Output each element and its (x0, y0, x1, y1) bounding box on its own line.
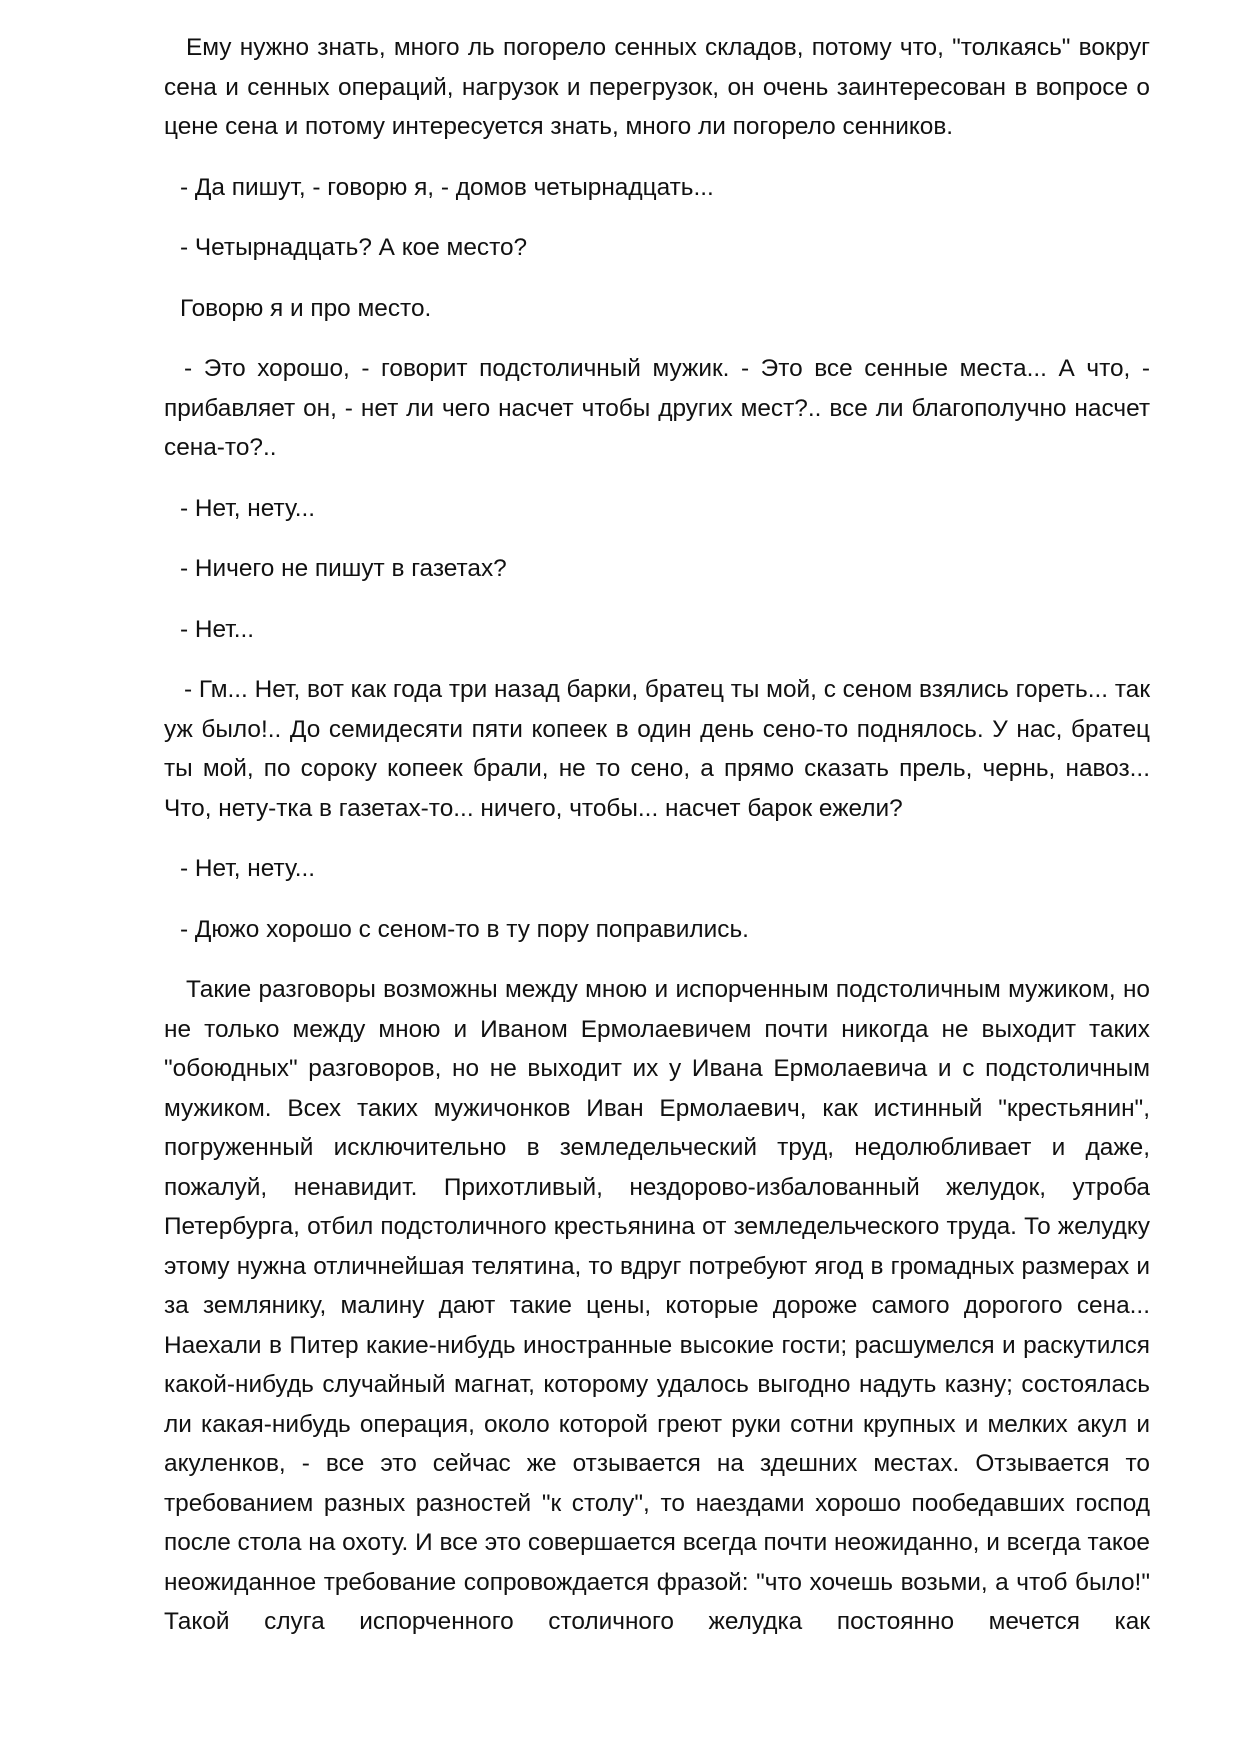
dialogue-line: - Ничего не пишут в газетах? (180, 555, 507, 582)
document-page (164, 28, 1150, 1642)
dialogue-line: - Нет, нету... (180, 855, 316, 882)
paragraph: Говорю я и про место. (180, 294, 432, 322)
paragraph: Ему нужно знать, много ль погорело сенных складов, потому что, "толкаясь" вокруг сена и сенных операций, нагрузок и перегрузок, он очень заинтересован в вопросе о цене сена и потому интересуется знать, много ли погорело сенников. (164, 34, 1150, 140)
dialogue-line: - Это хорошо, - говорит подстоличный мужик. - Это все сенные места... А что, - прибавляет он, - нет ли чего насчет чтобы других мест?.. все ли благополучно насчет сена-то?.. (164, 355, 1150, 461)
dialogue-line: - Да пишут, - говорю я, - домов четырнадцать... (180, 173, 714, 201)
dialogue-line: - Нет, нету... (180, 494, 316, 522)
dialogue-line: - Гм... Нет, вот как года три назад барки, братец ты мой, с сеном взялись гореть... так уж было!.. До семидесяти пяти копеек в один день сено-то поднялось. У нас, братец ты мой, по сороку копеек брали, не то сено, а прямо сказать прель, чернь, навоз... Что, нету-тка в газетах-то... ничего, чтобы... насчет барок ежели? (164, 676, 1150, 822)
dialogue-line: - Дюжо хорошо с сеном-то в ту пору поправились. (180, 915, 749, 943)
paragraph: Такие разговоры возможны между мною и испорченным подстоличным мужиком, но не только между мною и Иваном Ермолаевичем почти никогда не выходит таких "обоюдных" разговоров, но не выходит их у Ивана Ермолаевича и с подстоличным мужиком. Всех таких мужичонков Иван Ермолаевич, как истинный "крестьянин", погруженный исключительно в земледельческий труд, недолюбливает и даже, пожалуй, ненавидит. Прихотливый, нездорово-избалованный желудок, утроба Петербурга, отбил подстоличного крестьянина от земледельческого труда. То желудку этому нужна отличнейшая телятина, то вдруг потребуют ягод в громадных размерах и за землянику, малину дают такие цены, которые дороже самого дорогого сена... Наехали в Питер какие-нибудь иностранные высокие гости; расшумелся и раскутился какой-нибудь случайный магнат, которому удалось выгодно надуть казну; состоялась ли какая-нибудь операция, около которой греют руки сотни крупных и мелких акул и акуленков, - все это сейчас же отзывается на здешних местах. Отзывается то требованием разных разностей "к столу", то наездами хорошо пообедавших господ после стола на охоту. И все это совершается всегда почти неожиданно, и всегда такое неожиданное требование сопровождается фразой: "что хочешь возьми, а чтоб было!" Такой слуга испорченного столичного желудка постоянно мечется как (164, 976, 1150, 1635)
dialogue-line: - Нет... (180, 615, 255, 643)
dialogue-line: - Четырнадцать? А кое место? (180, 234, 528, 261)
